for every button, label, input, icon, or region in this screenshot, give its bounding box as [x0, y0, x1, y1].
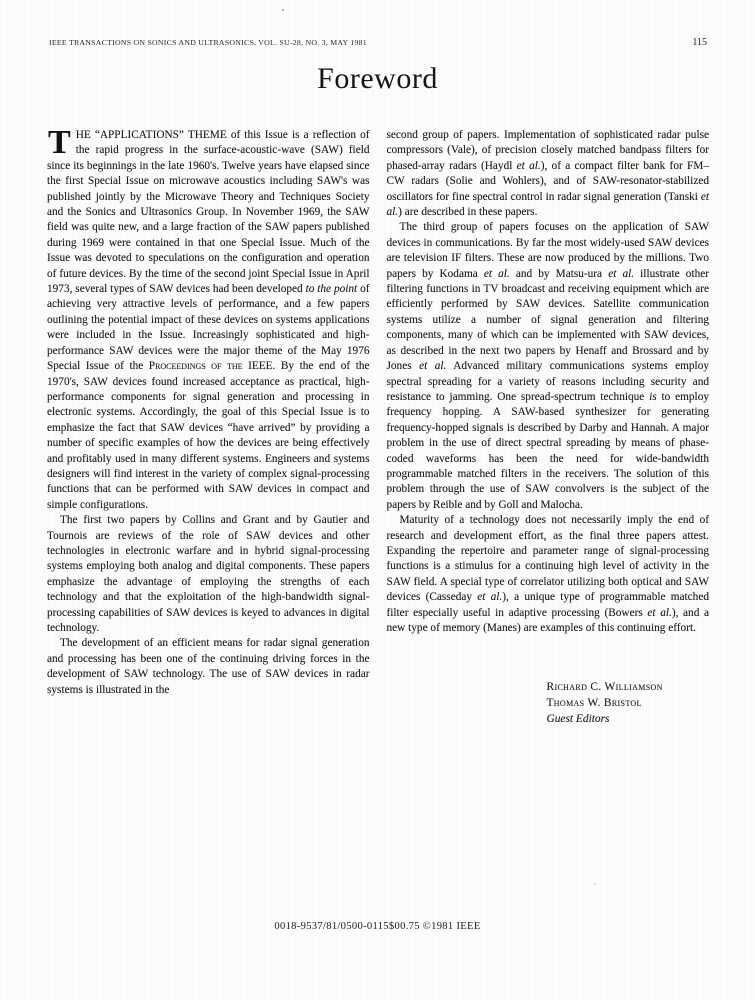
running-header — [49, 37, 707, 48]
paragraph: second group of papers. Implementation of sophisticated radar pulse compressors (Vale), of precision closely matched bandpass filters for phased-array radars (Haydl et al.), of a compact filter bank for FM–CW radars (Solie and Wohlers), and of SAW-resonator-stabilized oscillators for fine spectral control in radar signal generation (Tanski et al.) are described in these papers. — [386, 129, 709, 219]
dropcap-letter: T — [48, 124, 71, 161]
paragraph — [47, 124, 370, 513]
scan-artifact-dot — [282, 9, 284, 11]
journal-citation: IEEE TRANSACTIONS ON SONICS AND ULTRASONICS, VOL. SU-28, NO. 3, MAY 1981 — [49, 38, 367, 47]
guest-editor-name: Thomas W. Bristol — [546, 697, 642, 709]
signature-block — [387, 680, 710, 727]
paragraph: The third group of papers focuses on the application of SAW devices in communications. By far the most widely-used SAW devices are television IF filters. These are now produced by the millions. Two papers by Kodama et al. and by Matsu-ura et al. illustrate other filtering functions in TV broadcast and receiving equipment which are efficiently performed by SAW devices. Satellite communication systems utilize a number of signal generation and filtering components, many of which can be implemented with SAW devices, as described in the next two papers by Henaff and Brossard and by Jones et al. Advanced military communications systems employ spectral spreading for a variety of reasons including security and resistance to jamming. One spread-spectrum technique is to employ frequency hopping. A SAW-based synthesizer for generating frequency-hopped signals is described by Darby and Hannah. A major problem in the use of direct spectral spreading by means of phase-coded waveforms has been the need for wide-bandwidth programmable matched filters in the receivers. The solution of this problem through the use of SAW convolvers is the subject of the papers by Reible and by Goll and Malocha. — [386, 221, 710, 511]
paragraph-text: HE “APPLICATIONS” THEME of this Issue is a reflection of the rapid progress in the surface-acoustic-wave (SAW) field since its beginnings in the late 1960's. Twelve years have elapsed since the first Special Issue on microwave acoustics including SAW's was published jointly by the Microwave Theory and Techniques Society and the Sonics and Ultrasonics Group. In November 1969, the SAW field was quite new, and a large fraction of the SAW papers published during 1969 were contained in that one Special Issue. Much of the Issue was devoted to speculations on the configuration and operation of future devices. By the time of the second joint Special Issue in April 1973, several types of SAW devices had been developed to the point of achieving very attractive levels of performance, and a few papers outlining the potential impact of these devices on systems applications were included in the Issue. Increasingly sophisticated and high-performance SAW devices were the major theme of the May 1976 Special Issue of the Proceedings of the IEEE. By the end of the 1970's, SAW devices found increased acceptance as practical, high-performance components for signal generation and processing in electronic systems. Accordingly, the goal of this Special Issue is to emphasize the fact that SAW devices “have arrived” by providing a number of specific examples of how the devices are being effectively and profitably used in many different systems. Engineers and systems designers will find interest in the variety of complex signal-processing functions that can be performed with SAW devices in compact and simple configurations. — [47, 129, 370, 511]
article-body — [47, 124, 710, 727]
left-column — [47, 124, 370, 727]
page-number: 115 — [692, 37, 707, 48]
article-title: Foreword — [317, 62, 438, 95]
right-column — [387, 128, 710, 727]
paragraph: The first two papers by Collins and Grant and by Gautier and Tournois are reviews of the role of SAW devices and other technologies in electronic warfare and in hybrid signal-processing systems employing both analog and digital components. These papers emphasize the advantage of employing the strengths of each technology and that the exploitation of the high-bandwidth signal-processing capabilities of SAW devices is keyed to advances in digital technology. — [47, 514, 370, 634]
scan-artifact-dot — [594, 883, 596, 885]
paragraph: The development of an efficient means for radar signal generation and processing has been one of the continuing driving forces in the development of SAW technology. The use of SAW devices in radar systems is illustrated in the — [47, 637, 370, 696]
guest-editor-name: Richard C. Williamson — [546, 681, 663, 694]
guest-editor-role: Guest Editors — [546, 712, 610, 725]
copyright-line: 0018-9537/81/0500-0115$00.75 ©1981 IEEE — [274, 921, 481, 932]
paragraph: Maturity of a technology does not necessarily imply the end of research and development effort, as the final three papers attest. Expanding the repertoire and parameter range of signal-processing functions is a stimulus for a continuing high level of activity in the SAW field. A special type of correlator utilizing both optical and SAW devices (Casseday et al.), a unique type of programmable matched filter especially useful in adaptive processing (Bowers et al.), and a new type of memory (Manes) are examples of this continuing effort. — [386, 514, 710, 634]
